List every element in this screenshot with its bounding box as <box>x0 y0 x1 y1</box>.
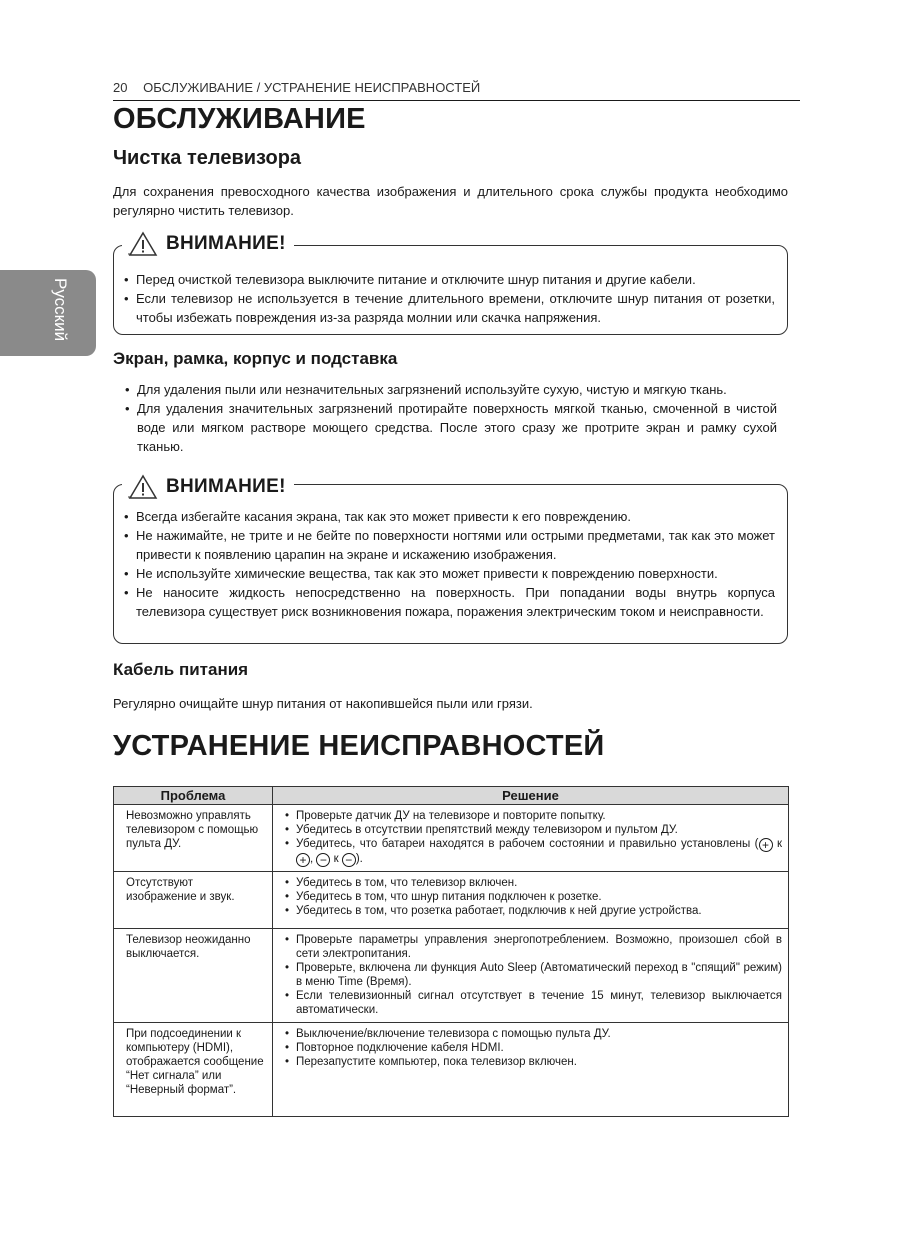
cleaning-heading: Чистка телевизора <box>113 147 302 169</box>
solution-cell <box>273 1023 789 1117</box>
caution-item: • Если телевизор не используется в течение длительного времени, отключите шнур питания от розетки, чтобы избежать повреждения из-за разряда молнии или скачка напряжения. <box>124 289 775 327</box>
solution-cell <box>273 872 789 929</box>
warning-triangle-icon <box>126 473 160 501</box>
solution-item: • Выключение/включение телевизора с помощью пульта ДУ. <box>285 1027 782 1041</box>
screen-heading: Экран, рамка, корпус и подставка <box>113 349 398 368</box>
plus-circle-icon: + <box>759 838 773 852</box>
solution-cell <box>273 805 789 872</box>
problem-cell: Отсутствуют изображение и звук. <box>114 872 273 929</box>
caution-header <box>122 230 294 258</box>
battery-text: Убедитесь, что батареи находятся в рабочем состоянии и правильно установлены ( <box>296 838 759 850</box>
caution-item: • Перед очисткой телевизора выключите питание и отключите шнур питания и другие кабели. <box>124 270 775 289</box>
solution-item: • Убедитесь в том, что розетка работает, подключив к ней другие устройства. <box>285 904 782 918</box>
solution-item: • Проверьте датчик ДУ на телевизоре и повторите попытку. <box>285 809 782 823</box>
table-row <box>114 805 789 872</box>
caution-box-2 <box>113 476 788 644</box>
solution-item: • Убедитесь в отсутствии препятствий между телевизором и пультом ДУ. <box>285 823 782 837</box>
caution-title: ВНИМАНИЕ! <box>166 233 286 254</box>
section-title: ОБСЛУЖИВАНИЕ / УСТРАНЕНИЕ НЕИСПРАВНОСТЕЙ <box>143 80 481 95</box>
caution-header <box>122 473 294 501</box>
caution-list <box>124 270 775 327</box>
caution-item: • Не нажимайте, не трите и не бейте по поверхности ногтями или острыми предметами, так как это может привести к появлению царапин на экране и искажению изображения. <box>124 526 775 564</box>
caution-item: • Всегда избегайте касания экрана, так как это может привести к его повреждению. <box>124 507 775 526</box>
cleaning-intro: Для сохранения превосходного качества изображения и длительного срока службы продукта необходимо регулярно чистить телевизор. <box>113 184 788 218</box>
list-item: • Для удаления значительных загрязнений протирайте поверхность мягкой тканью, смоченной в чистой воде или мягком растворе моющего средства. После этого сразу же протрите экран и рамку сухой тканью. <box>125 399 777 456</box>
solution-item: • Проверьте параметры управления энергопотреблением. Возможно, произошел сбой в сети электропитания. <box>285 933 782 961</box>
plus-circle-icon: + <box>296 853 310 867</box>
caution-list <box>124 507 775 621</box>
problem-cell: Телевизор неожиданно выключается. <box>114 929 273 1023</box>
caution-title: ВНИМАНИЕ! <box>166 476 286 497</box>
caution-item: • Не наносите жидкость непосредственно на поверхность. При попадании воды внутрь корпуса телевизора существует риск возникновения пожара, поражения электрическим током и неисправности. <box>124 583 775 621</box>
battery-end-text: ). <box>355 853 363 865</box>
table-row <box>114 1023 789 1117</box>
column-header-solution: Решение <box>273 787 789 805</box>
troubleshooting-table <box>113 786 789 1117</box>
solution-item: • Повторное подключение кабеля HDMI. <box>285 1041 782 1055</box>
battery-separator: , <box>310 853 317 865</box>
minus-circle-icon: − <box>316 853 330 867</box>
solution-item: • Перезапустите компьютер, пока телевизор включен. <box>285 1055 782 1069</box>
table-row <box>114 929 789 1023</box>
maintenance-heading: ОБСЛУЖИВАНИЕ <box>113 103 366 135</box>
page-header <box>113 80 800 101</box>
list-item: • Для удаления пыли или незначительных загрязнений используйте сухую, чистую и мягкую ткань. <box>125 380 777 399</box>
problem-cell: Невозможно управлять телевизором с помощью пульта ДУ. <box>114 805 273 872</box>
cable-heading: Кабель питания <box>113 660 249 679</box>
solution-item: • Убедитесь в том, что телевизор включен. <box>285 876 782 890</box>
table-row <box>114 872 789 929</box>
solution-item: • Проверьте, включена ли функция Auto Sleep (Автоматический переход в "спящий" режим) в меню Time (Время). <box>285 961 782 989</box>
caution-box-1 <box>113 233 788 335</box>
caution-item: • Не используйте химические вещества, так как это может привести к повреждению поверхности. <box>124 564 775 583</box>
problem-cell: При подсоединении к компьютеру (HDMI), отображается сообщение “Нет сигнала” или “Неверный формат”. <box>114 1023 273 1117</box>
solution-item <box>285 837 782 867</box>
warning-triangle-icon <box>126 230 160 258</box>
battery-to-text: к <box>330 853 342 865</box>
solution-item: • Убедитесь в том, что шнур питания подключен к розетке. <box>285 890 782 904</box>
minus-circle-icon: − <box>342 853 356 867</box>
page-number: 20 <box>113 80 128 95</box>
troubleshooting-heading: УСТРАНЕНИЕ НЕИСПРАВНОСТЕЙ <box>113 730 605 762</box>
cable-text: Регулярно очищайте шнур питания от накопившейся пыли или грязи. <box>113 696 533 711</box>
battery-to-text: к <box>772 838 782 850</box>
screen-list <box>125 380 777 456</box>
solution-cell <box>273 929 789 1023</box>
table-header-row <box>114 787 789 805</box>
language-tab <box>0 270 96 356</box>
solution-item: • Если телевизионный сигнал отсутствует в течение 15 минут, телевизор выключается автоматически. <box>285 989 782 1017</box>
column-header-problem: Проблема <box>114 787 273 805</box>
language-label: Русский <box>51 278 70 342</box>
